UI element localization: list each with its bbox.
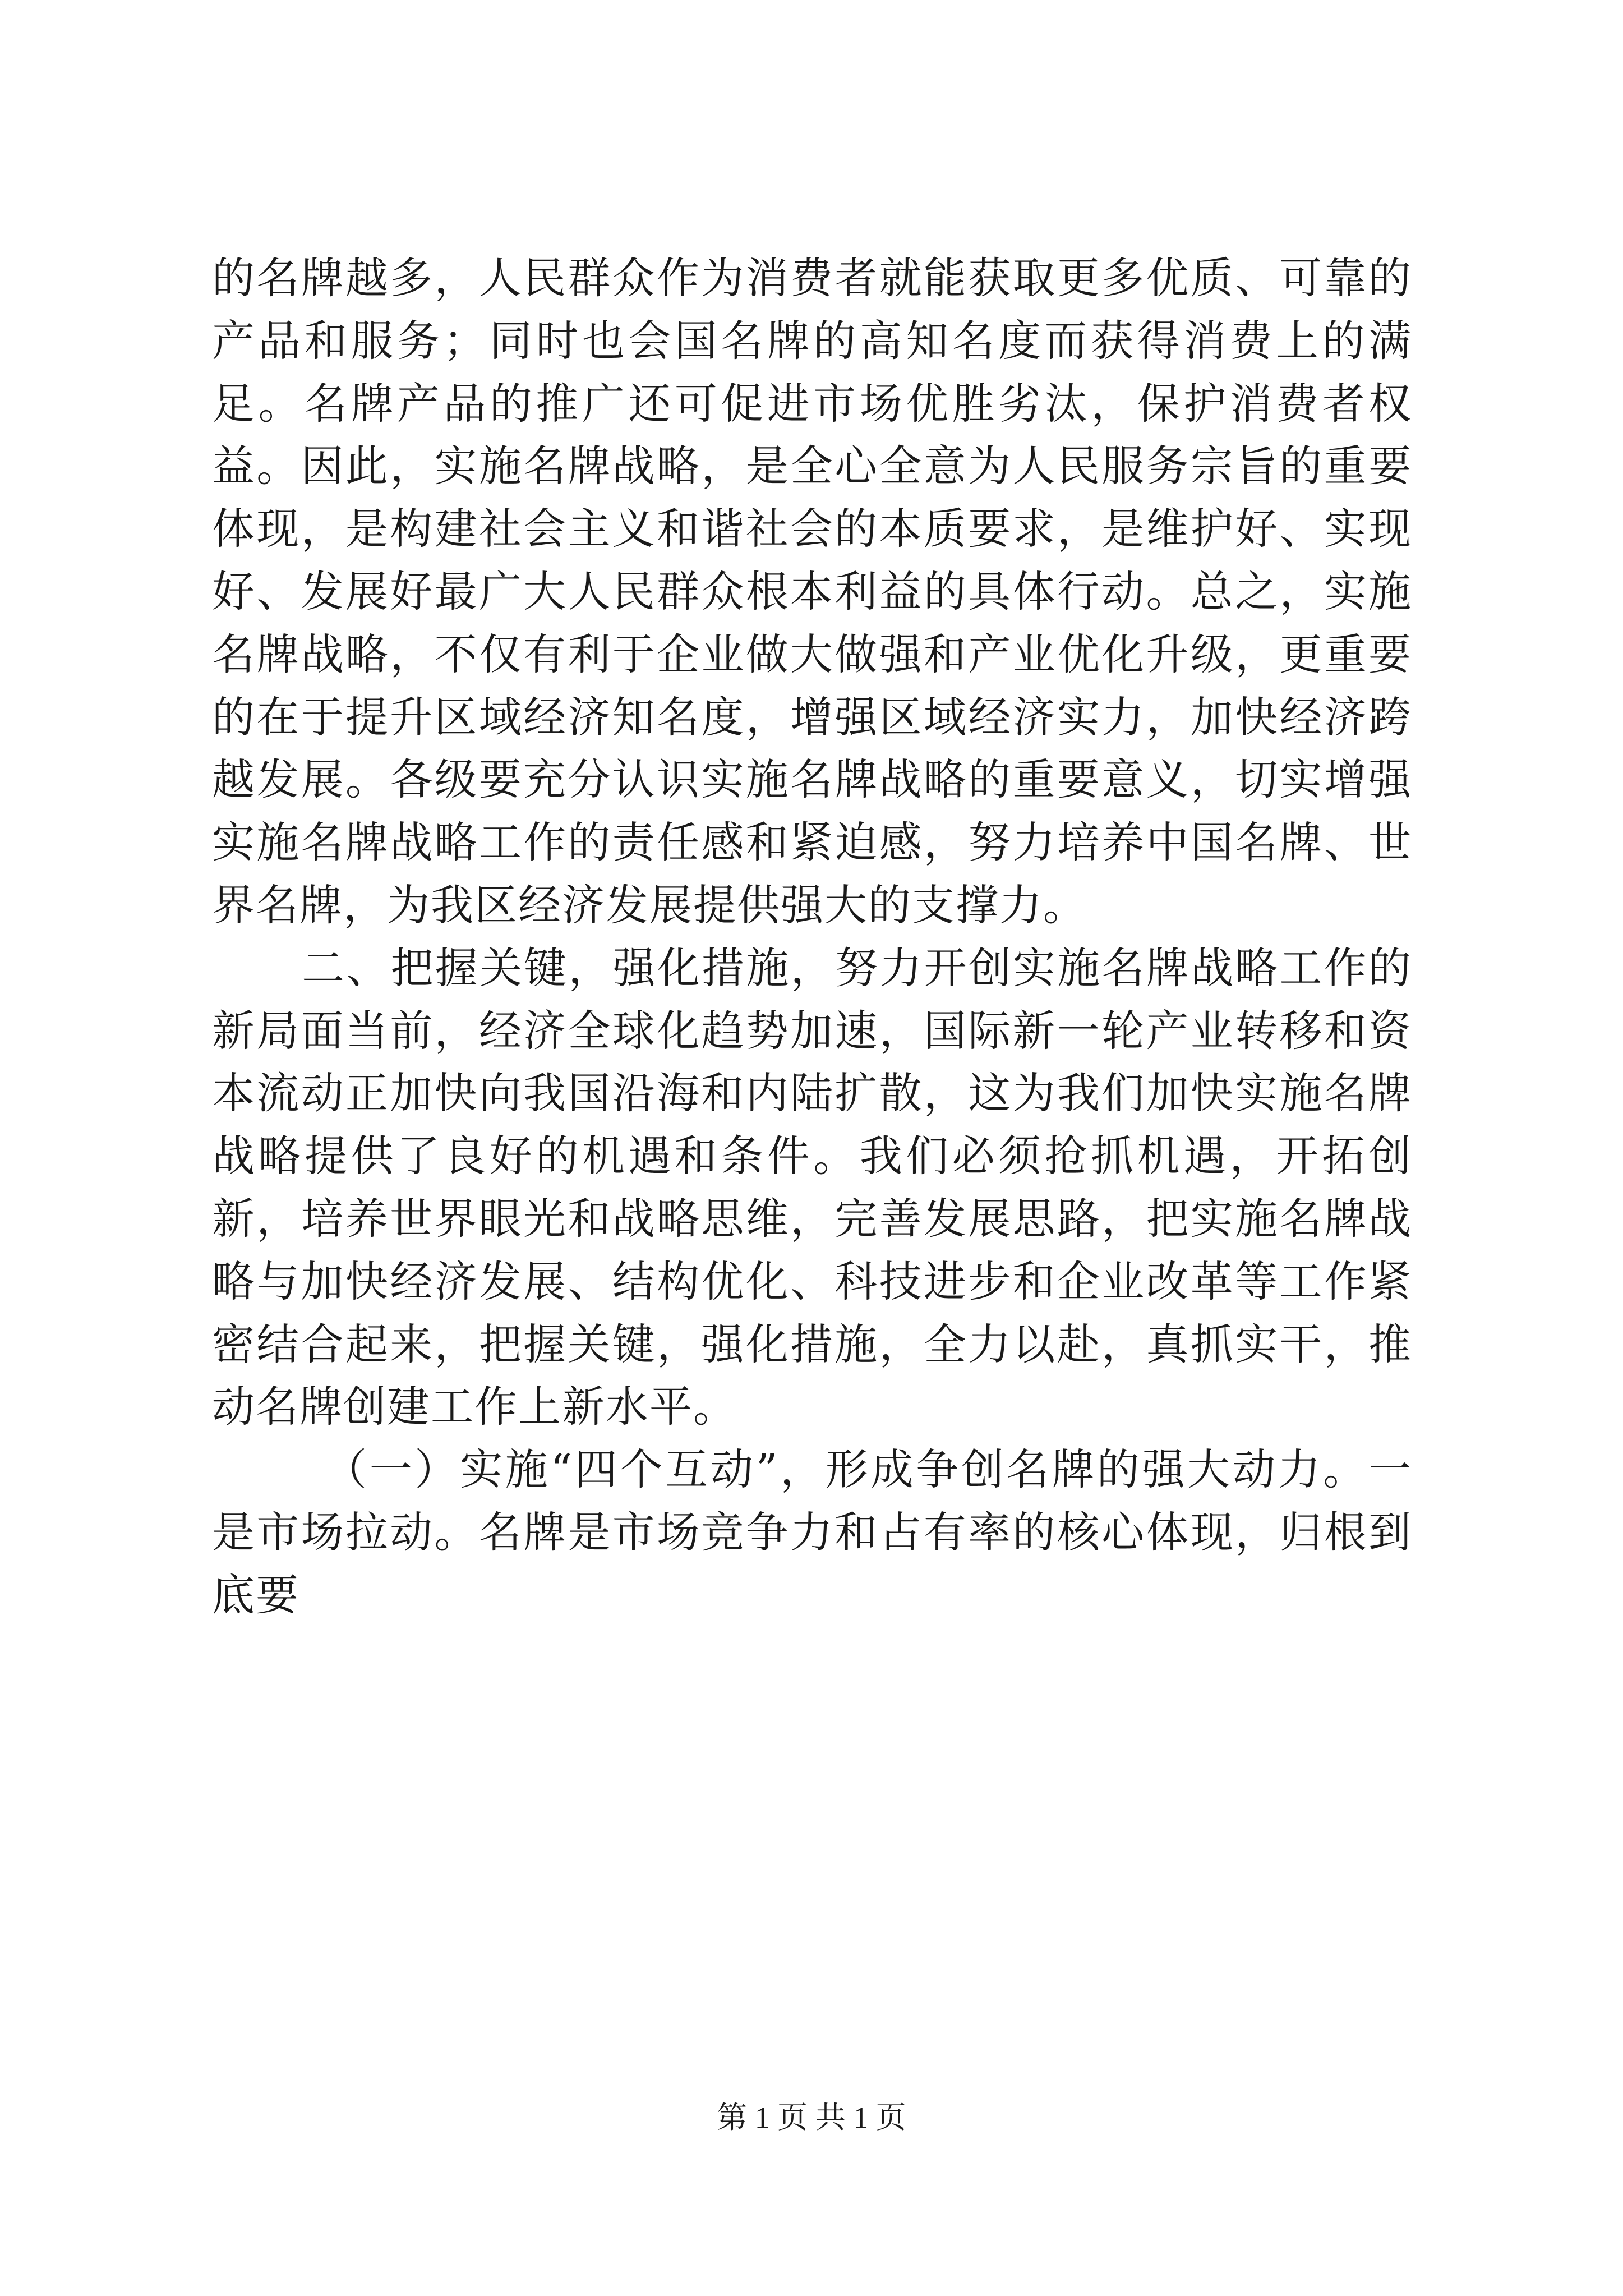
- document-body: [212, 247, 1412, 1627]
- paragraph-section-two: 二、把握关键，强化措施，努力开创实施名牌战略工作的新局面当前，经济全球化趋势加速，国际新一轮产业转移和资本流动正加快向我国沿海和内陆扩散，这为我们加快实施名牌战略提供了良好的机遇和条件。我们必须抢抓机遇，开拓创新，培养世界眼光和战略思维，完善发展思路，把实施名牌战略与加快经济发展、结构优化、科技进步和企业改革等工作紧密结合起来，把握关键，强化措施，全力以赴，真抓实干，推动名牌创建工作上新水平。: [212, 942, 1412, 1432]
- page-footer: 第 1 页 共 1 页: [717, 2101, 906, 2134]
- paragraph-subsection-one: （一）实施“四个互动”，形成争创名牌的强大动力。一是市场拉动。名牌是市场竞争力和占有率的核心体现，归根到底要: [212, 1444, 1412, 1620]
- paragraph-continuation: 的名牌越多，人民群众作为消费者就能获取更多优质、可靠的产品和服务；同时也会国名牌的高知名度而获得消费上的满足。名牌产品的推广还可促进市场优胜劣汰，保护消费者权益。因此，实施名牌战略，是全心全意为人民服务宗旨的重要体现，是构建社会主义和谐社会的本质要求，是维护好、实现好、发展好最广大人民群众根本利益的具体行动。总之，实施名牌战略，不仅有利于企业做大做强和产业优化升级，更重要的在于提升区域经济知名度，增强区域经济实力，加快经济跨越发展。各级要充分认识实施名牌战略的重要意义，切实增强实施名牌战略工作的责任感和紧迫感，努力培养中国名牌、世界名牌，为我区经济发展提供强大的支撑力。: [212, 253, 1412, 930]
